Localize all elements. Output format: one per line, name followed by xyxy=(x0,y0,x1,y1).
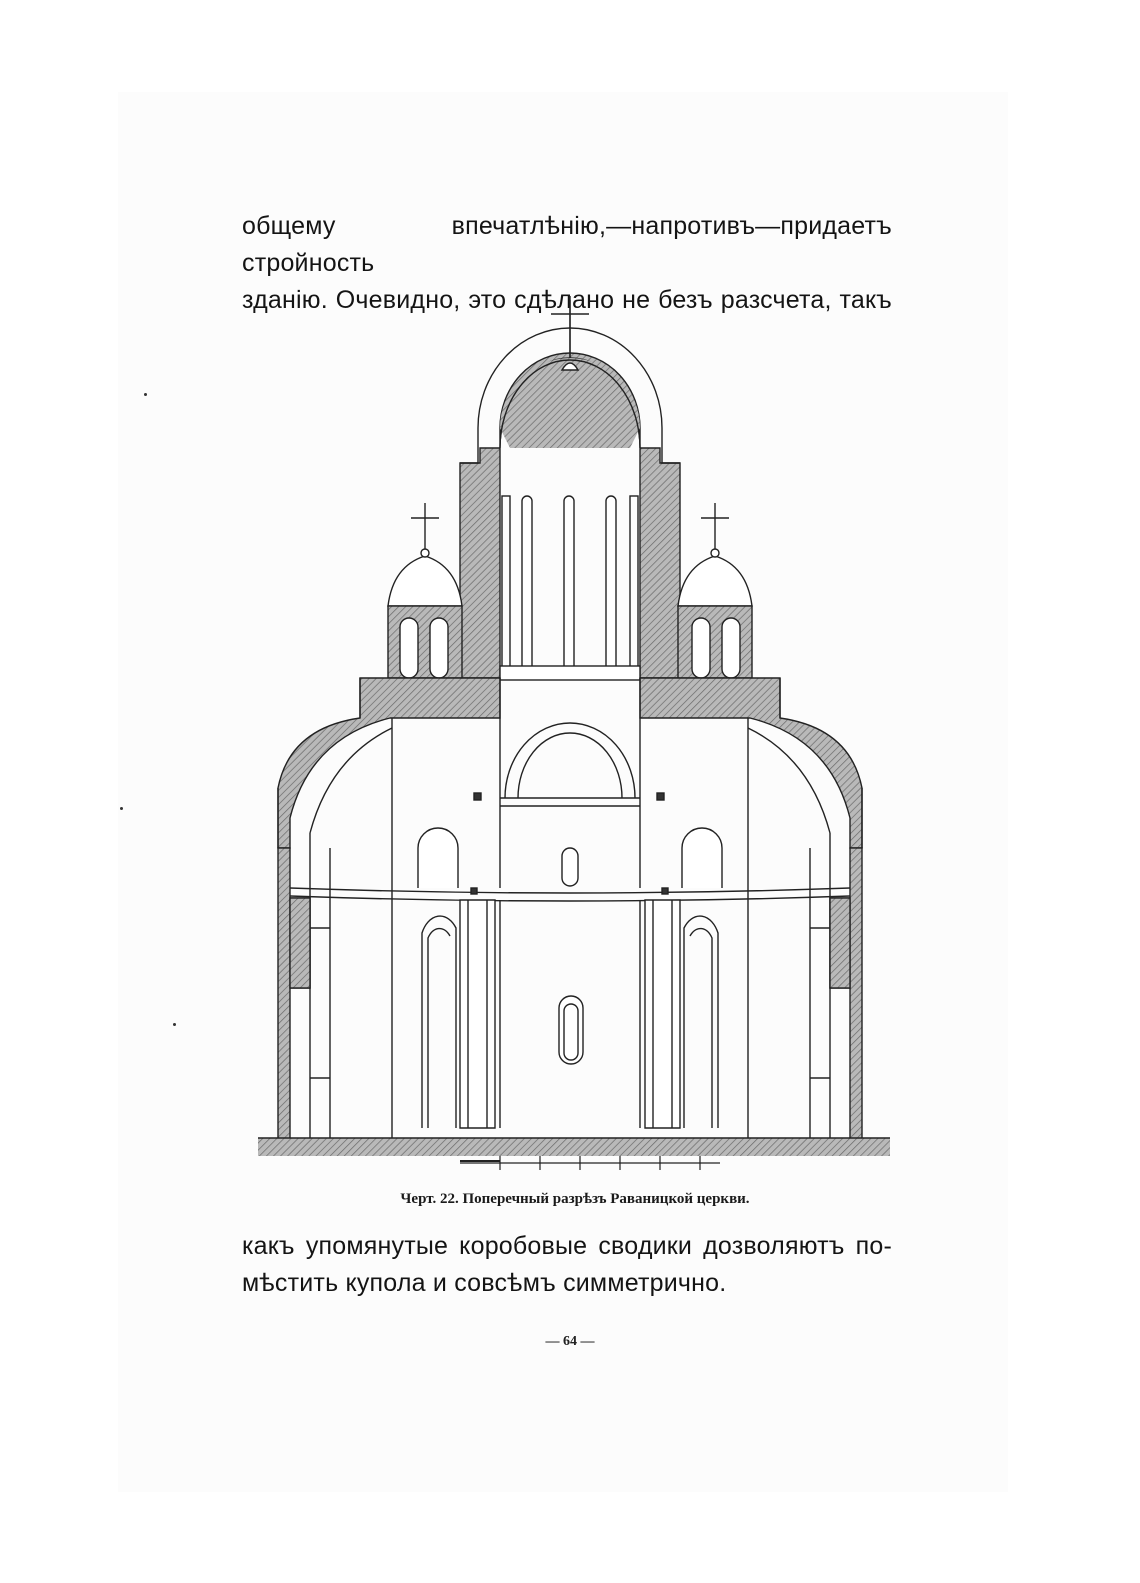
church-cross-section-drawing xyxy=(250,288,900,1183)
text-line: мѣстить купола и совсѣмъ симметрично. xyxy=(242,1269,727,1297)
speck xyxy=(120,807,123,810)
paragraph-bottom xyxy=(242,1228,892,1302)
text-line: зданію. Очевидно, это сдѣлано не безъ разсчета, такъ xyxy=(242,286,892,314)
figure-caption: Черт. 22. Поперечный разрѣзъ Раваницкой церкви. xyxy=(400,1191,750,1207)
speck xyxy=(173,1023,176,1026)
page-number: — 64 — xyxy=(545,1334,595,1349)
text-line: общему впечатлѣнію,—напротивъ—придаетъ стройность xyxy=(242,212,892,277)
text-line: какъ упомянутые коробовые сводики дозволяютъ по- xyxy=(242,1232,892,1260)
speck xyxy=(144,393,147,396)
